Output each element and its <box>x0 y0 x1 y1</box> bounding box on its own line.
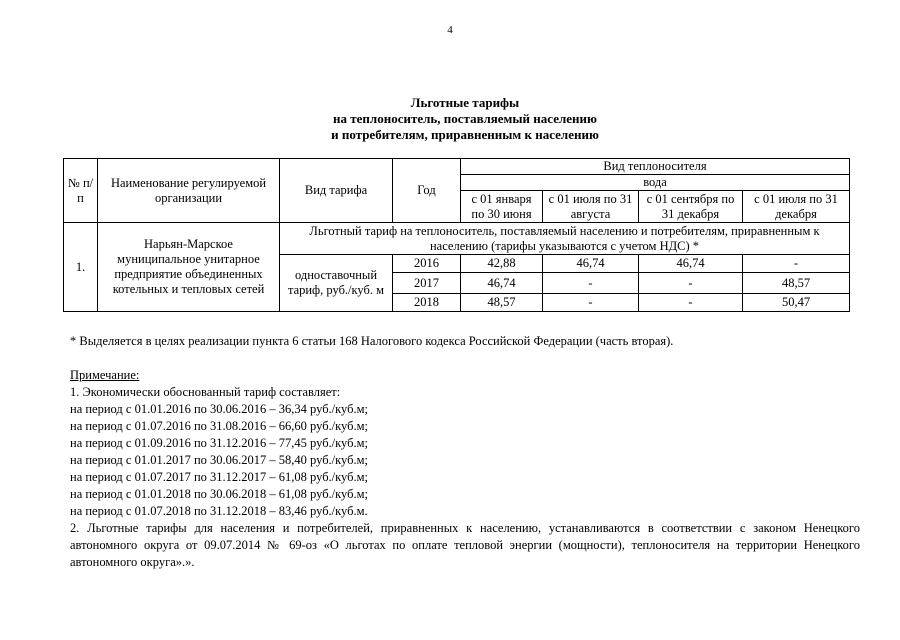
header-period-3: с 01 сентября по 31 декабря <box>639 191 743 223</box>
header-tariff-type: Вид тарифа <box>280 159 393 223</box>
value-cell: 42,88 <box>461 255 543 273</box>
value-cell: - <box>639 294 743 312</box>
note-period-line: на период с 01.07.2016 по 31.08.2016 – 66,60 руб./куб.м; <box>70 419 369 433</box>
note-item-2: 2. Льготные тарифы для населения и потребителей, приравненных к населению, устанавливаются в соответствии с законом Ненецкого автономного округа от 09.07.2014 № 69-оз «О льготах по оплате тепловой энергии (мощности), теплоносителя на территории Ненецкого автономного округа».». <box>70 521 860 569</box>
notes-section <box>70 367 860 571</box>
note-period-line: на период с 01.01.2018 по 30.06.2018 – 61,08 руб./куб.м; <box>70 487 369 501</box>
note-period-line: на период с 01.01.2017 по 30.06.2017 – 58,40 руб./куб.м; <box>70 453 369 467</box>
header-organization: Наименование регулируемой организации <box>98 159 280 223</box>
note-period-line: на период с 01.07.2018 по 31.12.2018 – 83,46 руб./куб.м. <box>70 504 368 518</box>
page-number: 4 <box>447 24 453 36</box>
row-number: 1. <box>64 223 98 312</box>
note-period-line: на период с 01.01.2016 по 30.06.2016 – 36,34 руб./куб.м; <box>70 402 369 416</box>
value-cell: - <box>639 273 743 294</box>
value-cell: - <box>543 294 639 312</box>
value-cell: - <box>743 255 850 273</box>
value-cell: 48,57 <box>461 294 543 312</box>
section-title: Льготный тариф на теплоноситель, поставляемый населению и потребителям, приравненным к населению (тарифы указываются с учетом НДС) * <box>280 223 850 255</box>
year-cell: 2018 <box>393 294 461 312</box>
header-num: № п/п <box>64 159 98 223</box>
organization-name: Нарьян-Марское муниципальное унитарное предприятие объединенных котельных и тепловых сетей <box>98 223 280 312</box>
header-water: вода <box>461 175 850 191</box>
value-cell: 46,74 <box>461 273 543 294</box>
note-period-line: на период с 01.09.2016 по 31.12.2016 – 77,45 руб./куб.м; <box>70 436 369 450</box>
tariff-table <box>63 158 850 312</box>
note-period-line: на период с 01.07.2017 по 31.12.2017 – 61,08 руб./куб.м; <box>70 470 369 484</box>
notes-heading: Примечание: <box>70 368 140 382</box>
title-line-3: и потребителям, приравненным к населению <box>331 127 599 142</box>
header-period-1: с 01 января по 30 июня <box>461 191 543 223</box>
header-heat-carrier: Вид теплоносителя <box>461 159 850 175</box>
footnote: * Выделяется в целях реализации пункта 6 статьи 168 Налогового кодекса Российской Федерации (часть вторая). <box>70 334 674 348</box>
note-item-1: 1. Экономически обоснованный тариф составляет: <box>70 385 341 399</box>
value-cell: 46,74 <box>543 255 639 273</box>
header-period-2: с 01 июля по 31 августа <box>543 191 639 223</box>
document-title <box>0 95 900 143</box>
value-cell: 48,57 <box>743 273 850 294</box>
tariff-type: одноставочный тариф, руб./куб. м <box>280 255 393 312</box>
header-year: Год <box>393 159 461 223</box>
year-cell: 2017 <box>393 273 461 294</box>
title-line-1: Льготные тарифы <box>410 95 520 110</box>
header-period-4: с 01 июля по 31 декабря <box>743 191 850 223</box>
value-cell: 46,74 <box>639 255 743 273</box>
title-line-2: на теплоноситель, поставляемый населению <box>333 111 597 126</box>
value-cell: - <box>543 273 639 294</box>
year-cell: 2016 <box>393 255 461 273</box>
value-cell: 50,47 <box>743 294 850 312</box>
